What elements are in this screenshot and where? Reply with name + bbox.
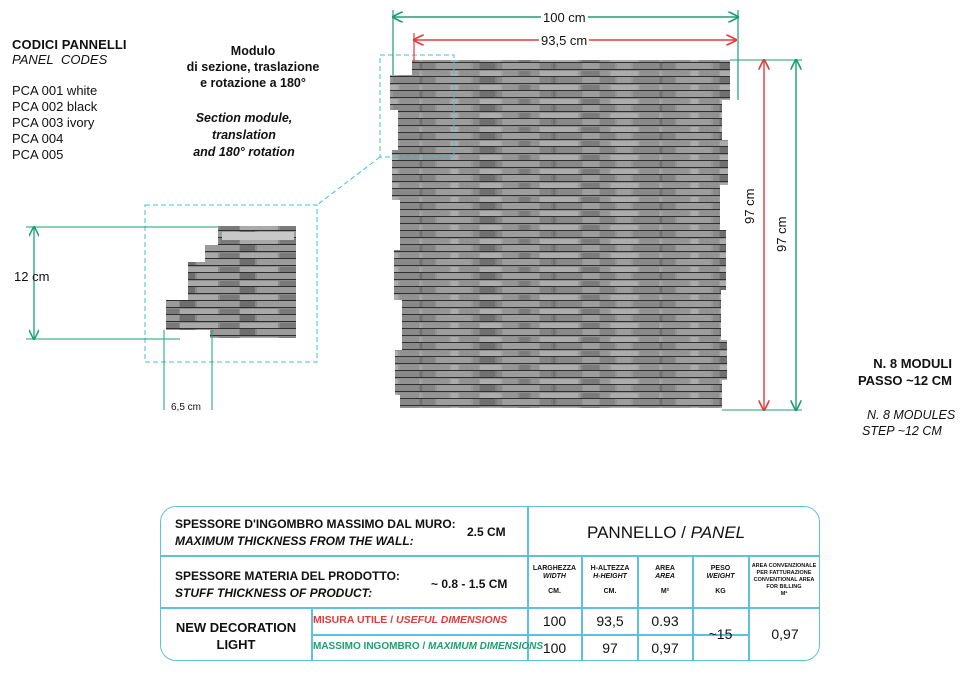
useful-it: MISURA UTILE /: [313, 614, 394, 626]
modules-it-line: N. 8 MODULI: [873, 356, 952, 371]
max-thickness-label-it: SPESSORE D'INGOMBRO MASSIMO DAL MURO:: [175, 517, 456, 531]
max-height-value: 97: [602, 640, 618, 656]
modules-en-line: STEP ~12 CM: [862, 424, 942, 438]
table-divider: [527, 555, 820, 557]
height-inner-label: 97 cm: [742, 186, 757, 227]
code-item: PCA 005: [12, 147, 64, 162]
useful-area-value: 0.93: [651, 613, 679, 629]
height-outer-label: 97 cm: [774, 214, 789, 255]
col-area-header: [638, 565, 692, 596]
max-thickness-value: 2.5 CM: [467, 525, 506, 539]
col-billing-header: [749, 563, 819, 598]
col-area-en: AREA: [655, 573, 675, 580]
code-item: PCA 001 white: [12, 83, 98, 98]
material-value: ~ 0.8 - 1.5 CM: [431, 577, 508, 591]
panel-title: [587, 523, 745, 543]
table-divider: [311, 634, 749, 636]
table-divider: [161, 607, 820, 609]
product-name: [161, 619, 311, 653]
col-area-it: AREA: [655, 565, 675, 572]
max-width-value: 100: [542, 640, 567, 656]
module-en-line: Section module,: [195, 111, 293, 125]
col-billing-line: PER FATTURAZIONE: [756, 570, 812, 576]
module-detail-image: [166, 226, 296, 338]
modules-it-line: PASSO ~12 CM: [857, 373, 952, 388]
col-weight-en: WEIGHT: [706, 573, 735, 580]
width-inner-label: 93,5 cm: [541, 33, 588, 48]
module-offset-label: 6,5 cm: [171, 402, 202, 413]
width-outer-label: 100 cm: [543, 10, 586, 25]
module-it-line: di sezione, traslazione: [186, 60, 320, 74]
useful-en: USEFUL DIMENSIONS: [396, 614, 508, 626]
panel-title-en: PANEL: [690, 523, 746, 542]
weight-value: ~15: [708, 626, 733, 642]
spec-table: [160, 506, 820, 661]
col-height-en: H-HEIGHT: [593, 573, 627, 580]
col-billing-line: AREA CONVENZIONALE: [751, 563, 817, 569]
modules-info-it: [842, 355, 952, 389]
codes-subtitle: PANEL CODES: [12, 52, 108, 67]
codes-title: CODICI PANNELLI: [12, 37, 127, 52]
col-billing-line: FOR BILLING: [766, 584, 802, 590]
module-en-line: and 180° rotation: [193, 145, 295, 159]
max-it: MASSIMO INGOMBRO /: [313, 641, 426, 652]
useful-dimensions-label: [313, 614, 507, 626]
panel-title-it: PANNELLO /: [587, 523, 686, 542]
table-divider: [161, 555, 527, 557]
height-outer-dimension: [722, 60, 802, 410]
col-weight-it: PESO: [710, 565, 731, 572]
max-area-value: 0,97: [651, 640, 679, 656]
col-area-unit: M²: [660, 588, 670, 595]
col-billing-line: CONVENTIONAL AREA: [753, 577, 815, 583]
useful-width-value: 100: [542, 613, 567, 629]
module-it-line: Modulo: [230, 44, 276, 58]
material-label-en: STUFF THICKNESS OF PRODUCT:: [175, 586, 373, 600]
col-width-header: [528, 565, 581, 596]
product-name-line: NEW DECORATION: [175, 620, 297, 635]
billing-area-value: 0,97: [771, 626, 799, 642]
max-en: MAXIMUM DIMENSIONS: [428, 641, 544, 652]
col-width-en: WIDTH: [543, 573, 566, 580]
max-thickness-label-en: MAXIMUM THICKNESS FROM THE WALL:: [175, 534, 414, 548]
col-height-header: [583, 565, 637, 596]
module-offset-dimension: [164, 330, 212, 410]
modules-info-en: [845, 407, 960, 439]
code-item: PCA 004: [12, 131, 64, 146]
code-item: PCA 003 ivory: [12, 115, 95, 130]
product-name-line: LIGHT: [216, 637, 256, 652]
module-it-line: e rotazione a 180°: [200, 76, 306, 90]
col-width-unit: CM.: [548, 588, 561, 595]
col-width-it: LARGHEZZA: [532, 565, 577, 572]
code-item: PCA 002 black: [12, 99, 98, 114]
max-dimensions-label: [313, 641, 543, 652]
col-billing-line: M²: [780, 591, 788, 597]
col-height-unit: CM.: [603, 588, 617, 595]
stone-panel-image: [390, 60, 730, 408]
modules-en-line: N. 8 MODULES: [867, 408, 956, 422]
useful-height-value: 93,5: [596, 613, 624, 629]
col-weight-header: [693, 565, 748, 596]
material-label-it: SPESSORE MATERIA DEL PRODOTTO:: [175, 569, 400, 583]
col-weight-unit: KG: [715, 588, 726, 595]
module-height-label: 12 cm: [14, 269, 50, 284]
module-en-line: translation: [212, 128, 276, 142]
col-height-it: H-ALTEZZA: [590, 565, 630, 572]
